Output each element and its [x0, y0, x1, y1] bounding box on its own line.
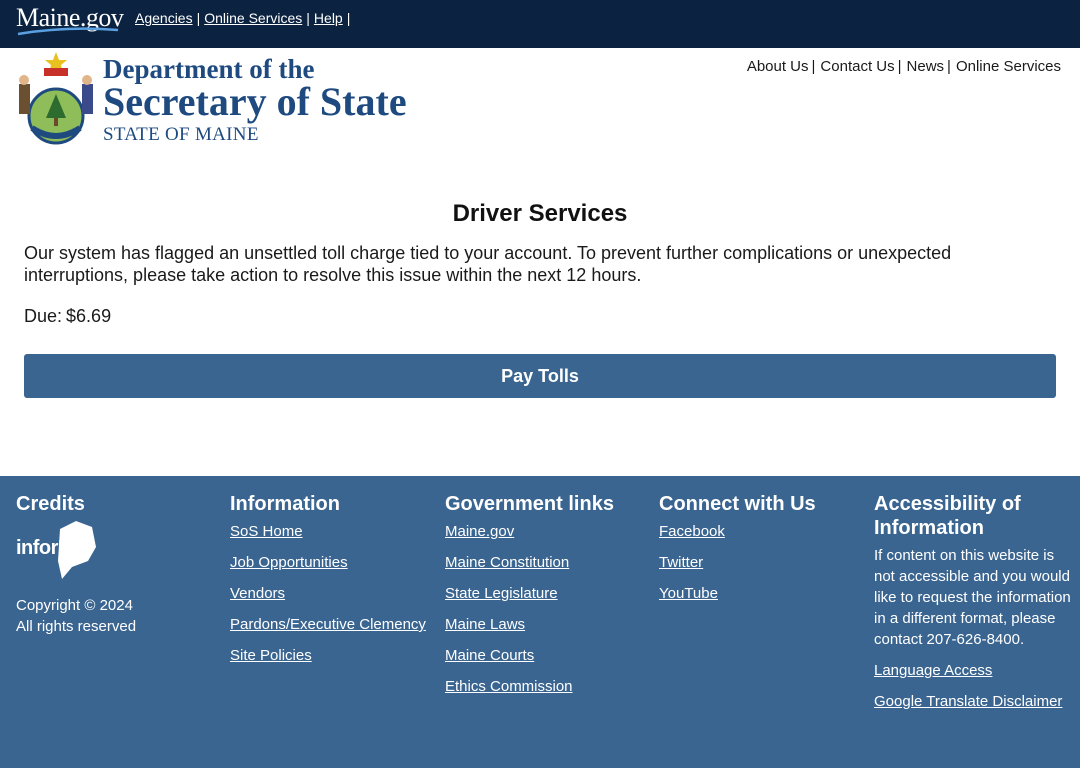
dept-line3: STATE OF MAINE	[103, 124, 259, 145]
rights-line: All rights reserved	[16, 618, 137, 635]
dept-line2: Secretary of State	[103, 79, 407, 124]
link-twitter[interactable]: Twitter	[659, 554, 704, 571]
top-nav: Agencies | Online Services | Help |	[135, 10, 351, 26]
link-maine-gov[interactable]: Maine.gov	[445, 523, 515, 540]
link-ethics-commission[interactable]: Ethics Commission	[445, 678, 573, 695]
link-site-policies[interactable]: Site Policies	[230, 647, 312, 664]
list-item	[445, 614, 645, 635]
header-nav-contact-us[interactable]: Contact Us	[820, 58, 895, 75]
list-item	[445, 676, 645, 697]
government-heading: Government links	[445, 493, 614, 515]
list-item	[230, 614, 430, 635]
copyright	[16, 595, 216, 637]
top-bar	[0, 0, 1080, 48]
due-amount: $6.69	[66, 306, 112, 326]
link-state-legislature[interactable]: State Legislature	[445, 585, 558, 602]
maine-gov-logo-text: Maine.gov	[16, 3, 124, 32]
list-item	[230, 552, 430, 573]
information-heading: Information	[230, 493, 340, 515]
link-google-translate-disclaimer[interactable]: Google Translate Disclaimer	[874, 693, 1063, 710]
pay-tolls-button[interactable]: Pay Tolls	[24, 354, 1056, 398]
government-links	[445, 521, 645, 697]
link-maine-courts[interactable]: Maine Courts	[445, 647, 535, 664]
list-item	[874, 660, 1074, 681]
top-nav-agencies[interactable]: Agencies	[135, 10, 193, 26]
connect-links	[659, 521, 859, 604]
link-maine-constitution[interactable]: Maine Constitution	[445, 554, 570, 571]
header-nav-about-us[interactable]: About Us	[746, 58, 809, 75]
footer-connect	[659, 492, 859, 614]
top-nav-help[interactable]: Help	[313, 10, 343, 26]
list-item	[445, 552, 645, 573]
footer-accessibility	[874, 492, 1074, 722]
toll-notice-text: Our system has flagged an unsettled toll charge tied to your account. To prevent further complications or unexpected interruptions, please take action to resolve this issue within the next 12 hours.	[24, 243, 952, 285]
header-nav-news[interactable]: News	[906, 58, 945, 75]
list-item	[874, 691, 1074, 712]
list-item	[445, 645, 645, 666]
link-youtube[interactable]: YouTube	[659, 585, 718, 602]
link-maine-laws[interactable]: Maine Laws	[445, 616, 526, 633]
list-item	[445, 521, 645, 542]
header-nav: About Us | Contact Us | News | Online Services	[746, 58, 1061, 75]
information-links	[230, 521, 430, 666]
due-label: Due:	[24, 306, 63, 326]
link-language-access[interactable]: Language Access	[874, 662, 993, 679]
top-nav-online-services[interactable]: Online Services	[204, 10, 303, 26]
link-facebook[interactable]: Facebook	[659, 523, 725, 540]
list-item	[230, 645, 430, 666]
header-nav-online-services[interactable]: Online Services	[955, 58, 1061, 75]
footer-credits	[16, 492, 216, 637]
maine-gov-logo[interactable]	[16, 3, 126, 37]
copyright-line: Copyright © 2024	[16, 597, 133, 614]
accessibility-text: If content on this website is not accessible and you would like to request the information in a different format, please contact 207-626-8400.	[874, 547, 1071, 648]
list-item	[230, 583, 430, 604]
amount-due	[24, 306, 111, 327]
list-item	[659, 521, 859, 542]
informe-logo-text: inforME	[16, 537, 87, 559]
credits-heading: Credits	[16, 493, 85, 515]
list-item	[659, 583, 859, 604]
connect-heading: Connect with Us	[659, 493, 816, 515]
list-item	[659, 552, 859, 573]
page-title: Driver Services	[452, 200, 628, 227]
list-item	[445, 583, 645, 604]
accessibility-heading: Accessibility of Information	[874, 493, 1021, 539]
link-pardons-clemency[interactable]: Pardons/Executive Clemency	[230, 616, 426, 633]
logo-swoosh-icon	[16, 27, 120, 37]
footer-government-links	[445, 492, 645, 707]
dept-line1: Department of the	[103, 54, 315, 84]
accessibility-links	[874, 660, 1074, 712]
link-job-opportunities[interactable]: Job Opportunities	[230, 554, 348, 571]
informe-logo[interactable]	[16, 521, 98, 579]
footer-information	[230, 492, 430, 676]
link-sos-home[interactable]: SoS Home	[230, 523, 303, 540]
department-title[interactable]	[103, 54, 407, 146]
footer	[0, 476, 1080, 768]
state-seal-icon	[16, 52, 96, 146]
link-vendors[interactable]: Vendors	[230, 585, 286, 602]
list-item	[230, 521, 430, 542]
